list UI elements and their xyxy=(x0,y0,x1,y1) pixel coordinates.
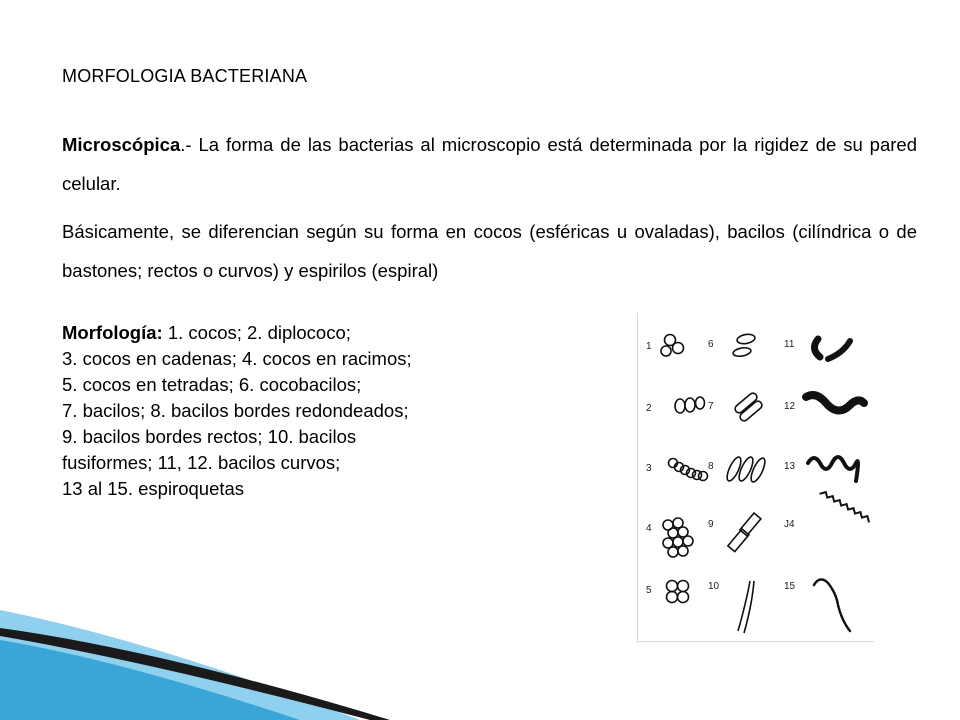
morphology-line: 13 al 15. espiroquetas xyxy=(62,478,245,499)
coccus-shape xyxy=(673,343,684,354)
shapes-paragraph: Básicamente, se diferencian según su forma en cocos (esféricas u ovaladas), bacilos (cilíndrica o de bastones; rectos o curvos) y espirilos (espiral) xyxy=(62,221,917,281)
figure-label: 10 xyxy=(708,581,720,592)
spirochete-shape xyxy=(808,457,858,481)
diplococcus-shape xyxy=(685,398,695,412)
slide-title: MORFOLOGIA BACTERIANA xyxy=(62,66,308,86)
curved-bacillus-shape xyxy=(814,339,820,357)
spirochete-shape xyxy=(814,579,850,631)
tetrad-coccus-shape xyxy=(678,581,689,592)
diplococcus-shape xyxy=(675,399,685,413)
morphology-line: fusiformes; 11, 12. bacilos curvos; xyxy=(62,452,341,473)
figure-label: 5 xyxy=(646,585,652,596)
square-bacillus-shape xyxy=(740,513,761,536)
curved-bacillus-shape xyxy=(806,395,864,411)
bacteria-figure xyxy=(637,313,874,642)
figure-label: 7 xyxy=(708,401,714,412)
fusiform-shape xyxy=(738,581,750,631)
figure-label: 6 xyxy=(708,339,714,350)
morphology-line: 7. bacilos; 8. bacilos bordes redondeados; xyxy=(62,400,409,421)
cluster-coccus-shape xyxy=(678,546,688,556)
figure-label: 11 xyxy=(784,339,795,350)
figure-label: 1 xyxy=(646,341,652,352)
coccus-shape xyxy=(661,346,671,356)
morphology-heading: Morfología: xyxy=(62,322,163,343)
figure-label: 8 xyxy=(708,461,714,472)
tetrad-coccus-shape xyxy=(667,581,678,592)
coccobacillus-shape xyxy=(732,346,751,357)
figure-label: 4 xyxy=(646,523,652,534)
curved-bacillus-shape xyxy=(828,341,850,359)
chain-coccus-shape xyxy=(699,472,708,481)
tetrad-coccus-shape xyxy=(678,592,689,603)
intro-bold: Microscópica xyxy=(62,134,181,155)
figure-label: 2 xyxy=(646,403,652,414)
decorative-wave xyxy=(0,600,420,720)
morphology-list xyxy=(62,320,532,502)
figure-label: 13 xyxy=(784,461,796,472)
cluster-coccus-shape xyxy=(683,536,693,546)
morphology-line: 1. cocos; 2. diplococo; xyxy=(162,322,351,343)
cluster-coccus-shape xyxy=(668,547,678,557)
intro-paragraph xyxy=(62,125,917,203)
figure-label: 12 xyxy=(784,401,796,412)
morphology-line: 3. cocos en cadenas; 4. cocos en racimos; xyxy=(62,348,412,369)
spirochete-shape xyxy=(820,490,870,521)
square-bacillus-shape xyxy=(728,529,749,552)
figure-label: 9 xyxy=(708,519,714,530)
figure-label: 3 xyxy=(646,463,652,474)
morphology-line: 5. cocos en tetradas; 6. cocobacilos; xyxy=(62,374,362,395)
tetrad-coccus-shape xyxy=(667,592,678,603)
bacteria-illustration xyxy=(638,313,874,641)
figure-label: J4 xyxy=(784,519,795,530)
intro-text: .- La forma de las bacterias al microscopio está determinada por la rigidez de su pared celular. xyxy=(62,134,917,194)
coccobacillus-shape xyxy=(736,333,755,345)
figure-label: 15 xyxy=(784,581,796,592)
morphology-line: 9. bacilos bordes rectos; 10. bacilos xyxy=(62,426,357,447)
diplococcus-shape xyxy=(696,397,705,409)
